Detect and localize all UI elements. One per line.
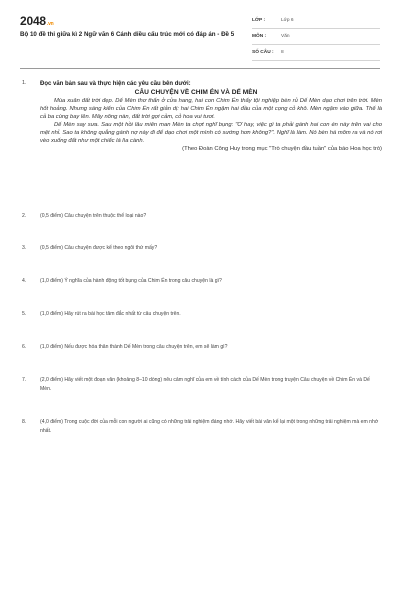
question-item: [22, 212, 382, 221]
question-item: [22, 376, 382, 394]
question-text: (4,0 điểm) Trong cuộc đời của mỗi con người ai cũng có những trải nghiệm đáng nhớ. Hãy viết bài văn kể lại một trong những trải nghiệm mà em nhớ nhất.: [40, 419, 379, 434]
story-source: (Theo Đoàn Công Huy trong mục "Trò chuyện đầu tuần" của báo Hoa học trò): [182, 146, 382, 152]
question-number: 5.: [22, 311, 27, 317]
question-number: 1.: [22, 80, 27, 86]
meta-row-subject: [252, 29, 380, 45]
question-number: 4.: [22, 278, 27, 284]
question-number: 6.: [22, 344, 27, 350]
question-text: (1,0 điểm) Nếu được hóa thân thành Dế Mèn trong câu chuyện trên, em sẽ làm gì?: [40, 344, 228, 350]
logo-main-text: 2048: [20, 14, 46, 28]
question-text: (0,5 điểm) Câu chuyện trên thuộc thể loại nào?: [40, 213, 147, 219]
meta-value: 8: [281, 50, 284, 55]
question-item: [22, 310, 382, 319]
question-item: [22, 244, 382, 253]
story-paragraph: Mùa xuân đất trời đẹp. Dế Mèn thơ thẩn ở cửa hang, hai con Chim Én thấy tội nghiệp bèn rủ Dế Mèn dạo chơi trên trời. Mèn hốt hoảng. Nhưng sáng kiến của Chim Én rất giản dị: hai Chim Én ngậm hai đầu của một cọng cỏ khô. Mèn ngậm vào giữa. Thế là cả ba cùng bay lên. Mây nõng nàn, đất trời gợi cảm, cỏ hoa vui tươi.: [40, 98, 382, 120]
reading-passage-section: [22, 80, 382, 153]
question-number: 8.: [22, 419, 27, 425]
question-number: 3.: [22, 245, 27, 251]
meta-row-class: [252, 13, 380, 29]
question-item: [22, 277, 382, 286]
question-number: 2.: [22, 213, 27, 219]
meta-key: LỚP :: [252, 18, 266, 23]
header-divider: [20, 68, 380, 69]
question-text: (1,0 điểm) Hãy rút ra bài học tâm đắc nhất từ câu chuyện trên.: [40, 311, 181, 317]
question-text: (0,5 điểm) Câu chuyện được kể theo ngôi thứ mấy?: [40, 245, 158, 251]
story-paragraph: Dế Mèn say sưa. Sau một hồi lâu miên man Mèn ta chợt nghĩ bụng: "Ơ hay, việc gì ta phải gánh hai con én này trên vai cho mệt nhỉ. Sao ta không quẳng gánh nợ này đi để dạo chơi một mình có sướng hơn không?". Nghĩ là làm. Nó bèn há mõm ra và nó rơi vèo xuống đất như một chiếc lá lìa cành.: [40, 122, 382, 144]
meta-value: Văn: [281, 34, 290, 39]
reading-instruction: Đọc văn bản sau và thực hiện các yêu cầu bên dưới:: [40, 81, 191, 87]
meta-value: Lớp 6: [281, 18, 294, 23]
logo-suffix-text: .vn: [46, 21, 54, 27]
site-logo[interactable]: [20, 14, 54, 28]
meta-row-question-count: [252, 45, 380, 61]
meta-key: SỐ CÂU :: [252, 50, 274, 55]
meta-table: [252, 13, 380, 61]
question-item: [22, 343, 382, 352]
meta-key: MÔN :: [252, 34, 267, 39]
question-item: [22, 418, 382, 436]
question-text: (1,0 điểm) Ý nghĩa của hành động tốt bụng của Chim Én trong câu chuyện là gì?: [40, 278, 222, 284]
document-title: Bộ 10 đề thi giữa kì 2 Ngữ văn 6 Cánh diều cấu trúc mới có đáp án - Đề 5: [20, 31, 235, 38]
story-title: CÂU CHUYỆN VỀ CHIM ÉN VÀ DẾ MÈN: [134, 89, 258, 96]
question-number: 7.: [22, 377, 27, 383]
question-text: (2,0 điểm) Hãy viết một đoạn văn (khoảng 8–10 dòng) nêu cảm nghĩ của em về tính cách của Dế Mèn trong truyện Câu chuyện về Chim Én và Dế Mèn.: [40, 377, 370, 392]
